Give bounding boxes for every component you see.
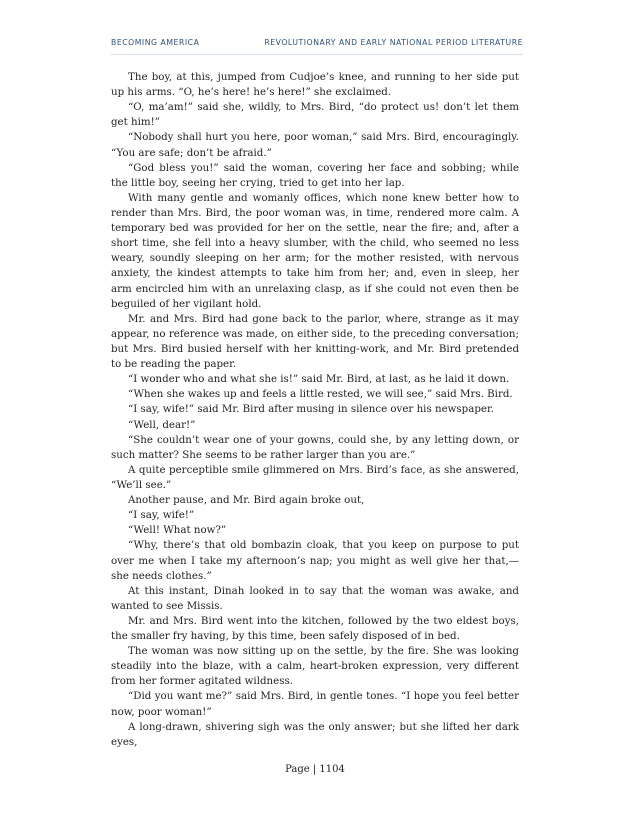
paragraph: “O, ma’am!” said she, wildly, to Mrs. Bird, “do protect us! don’t let them get him!”	[111, 101, 519, 129]
paragraph: With many gentle and womanly offices, which none knew better how to render than Mrs. Bird, the poor woman was, in time, rendered more calm. A temporary bed was provided for her on the settle, near the fire; and, after a short time, she fell into a heavy slumber, with the child, who seemed no less weary, soundly sleeping on her arm; for the mother resisted, with nervous anxiety, the kindest attempts to take him from her; and, even in sleep, her arm encircled him with an unrelaxing clasp, as if she could not even then be beguiled of her vigilant hold.	[111, 191, 519, 310]
body-text	[111, 70, 519, 750]
header-divider	[111, 54, 523, 55]
paragraph: Mr. and Mrs. Bird had gone back to the parlor, where, strange as it may appear, no reference was made, on either side, to the preceding conversation; but Mrs. Bird busied herself with her knitting-work, and Mr. Bird pretended to be reading the paper.	[111, 312, 519, 371]
paragraph: “I say, wife!” said Mr. Bird after musing in silence over his newspaper.	[128, 403, 495, 416]
paragraph: “Why, there’s that old bombazin cloak, that you keep on purpose to put over me when I take my afternoon’s nap; you might as well give her that,—she needs clothes.”	[111, 539, 519, 582]
paragraph: The boy, at this, jumped from Cudjoe’s knee, and running to her side put up his arms. “O, he’s here! he’s here!” she exclaimed.	[111, 71, 519, 99]
paragraph: “Nobody shall hurt you here, poor woman,” said Mrs. Bird, encouragingly. “You are safe; don’t be afraid.”	[111, 131, 519, 159]
paragraph: At this instant, Dinah looked in to say that the woman was awake, and wanted to see Missis.	[111, 584, 519, 612]
paragraph: “Did you want me?” said Mrs. Bird, in gentle tones. “I hope you feel better now, poor woman!”	[111, 690, 519, 718]
paragraph: The woman was now sitting up on the settle, by the fire. She was looking steadily into the blaze, with a calm, heart-broken expression, very different from her former agitated wildness.	[111, 645, 519, 688]
paragraph: “Well, dear!”	[128, 418, 196, 431]
header-section-title: REVOLUTIONARY AND EARLY NATIONAL PERIOD LITERATURE	[264, 38, 523, 47]
paragraph: “God bless you!” said the woman, covering her face and sobbing; while the little boy, seeing her crying, tried to get into her lap.	[111, 161, 519, 189]
paragraph: “When she wakes up and feels a little rested, we will see,” said Mrs. Bird.	[128, 388, 513, 401]
paragraph: “I say, wife!”	[128, 509, 195, 522]
page-number: Page | 1104	[285, 764, 345, 775]
paragraph: “I wonder who and what she is!” said Mr. Bird, at last, as he laid it down.	[128, 373, 510, 386]
paragraph: Mr. and Mrs. Bird went into the kitchen, followed by the two eldest boys, the smaller fry having, by this time, been safely disposed of in bed.	[111, 614, 519, 643]
paragraph: A quite perceptible smile glimmered on Mrs. Bird’s face, as she answered, “We’ll see.”	[111, 463, 519, 491]
header-book-title: BECOMING AMERICA	[111, 38, 200, 47]
paragraph: “Well! What now?”	[128, 524, 227, 537]
paragraph: Another pause, and Mr. Bird again broke out,	[128, 494, 365, 507]
paragraph: “She couldn’t wear one of your gowns, could she, by any letting down, or such matter? She seems to be rather larger than you are.”	[111, 433, 519, 461]
paragraph: A long-drawn, shivering sigh was the only answer; but she lifted her dark eyes,	[111, 720, 519, 748]
